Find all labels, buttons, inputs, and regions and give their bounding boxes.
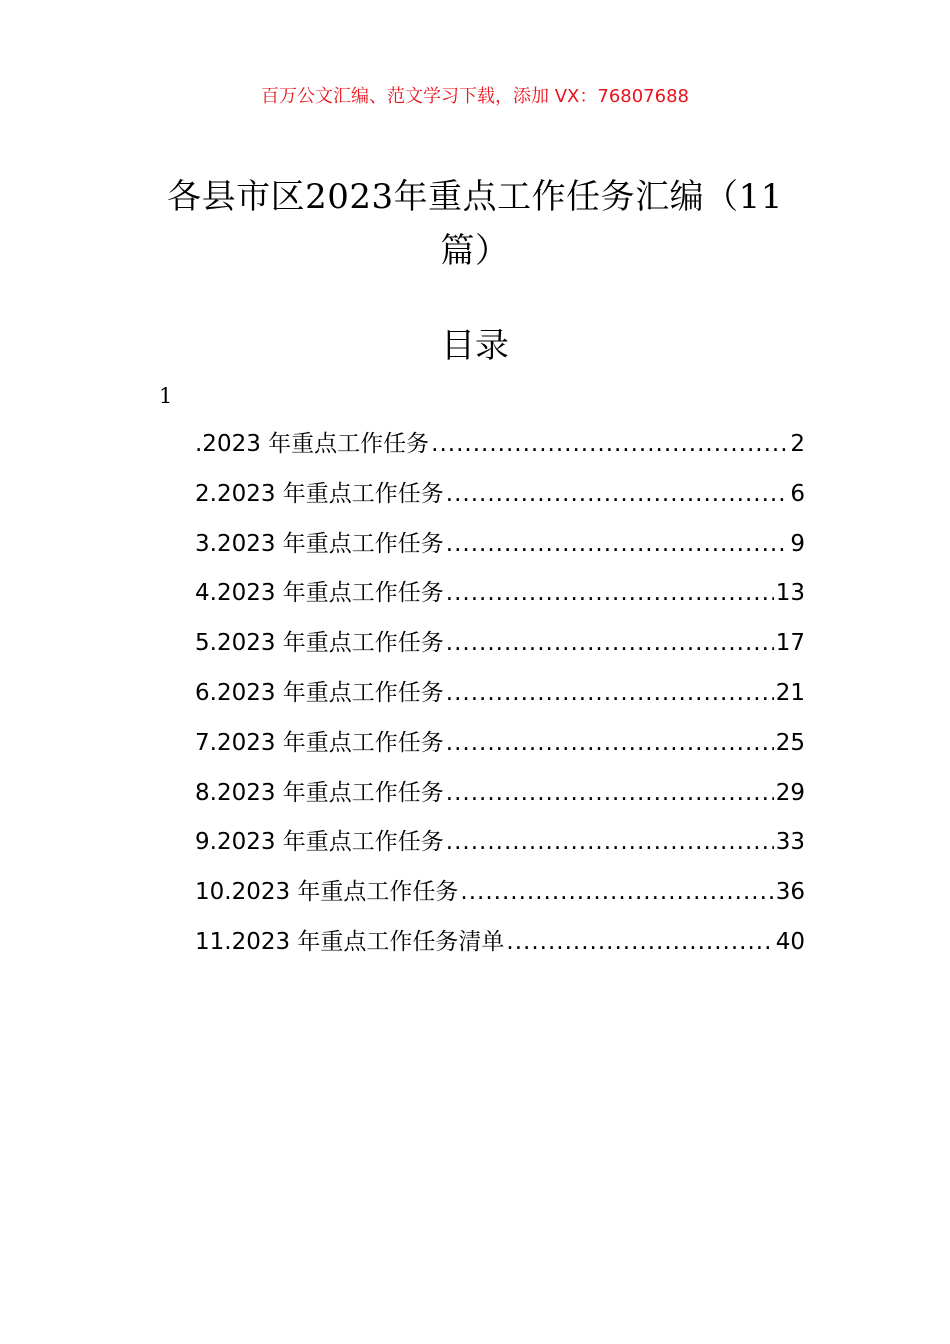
toc-entry-text: 2.2023 年重点工作任务 <box>195 480 444 507</box>
toc-dot-leader <box>446 626 774 660</box>
stray-page-number: 1 <box>159 384 173 408</box>
toc-entry-text: 5.2023 年重点工作任务 <box>195 630 444 657</box>
toc-entry[interactable] <box>195 925 805 975</box>
toc-entry[interactable] <box>195 527 805 577</box>
toc-entry-text: 4.2023 年重点工作任务 <box>195 580 444 607</box>
toc-entry[interactable] <box>195 776 805 826</box>
table-of-contents <box>195 427 805 975</box>
toc-entry-text: 3.2023 年重点工作任务 <box>195 530 444 557</box>
toc-heading: 目录 <box>441 326 509 366</box>
toc-entry-text: 6.2023 年重点工作任务 <box>195 679 444 706</box>
toc-entry-text: 8.2023 年重点工作任务 <box>195 779 444 806</box>
toc-page-number: 9 <box>790 530 805 557</box>
toc-entry[interactable] <box>195 676 805 726</box>
toc-dot-leader <box>446 825 774 859</box>
toc-dot-leader <box>446 726 774 760</box>
title-count: 11 <box>738 177 783 217</box>
toc-entry[interactable] <box>195 875 805 925</box>
toc-dot-leader <box>431 427 788 461</box>
document-title <box>150 170 800 278</box>
header-watermark-note: 百万公文汇编、范文学习下载，添加 VX：76807688 <box>261 86 689 107</box>
toc-dot-leader <box>446 776 774 810</box>
toc-entry[interactable] <box>195 427 805 477</box>
toc-page-number: 40 <box>775 928 805 955</box>
toc-entry[interactable] <box>195 825 805 875</box>
toc-entry-text: 11.2023 年重点工作任务清单 <box>195 928 505 955</box>
title-year: 2023 <box>305 177 394 217</box>
toc-page-number: 17 <box>775 630 805 657</box>
toc-dot-leader <box>460 875 773 909</box>
toc-entry-text: .2023 年重点工作任务 <box>195 431 430 457</box>
toc-dot-leader <box>446 576 774 610</box>
toc-page-number: 33 <box>775 829 805 856</box>
toc-dot-leader <box>446 676 774 710</box>
toc-dot-leader <box>446 527 789 561</box>
toc-page-number: 36 <box>775 879 805 906</box>
toc-entry-text: 10.2023 年重点工作任务 <box>195 879 459 906</box>
toc-entry[interactable] <box>195 576 805 626</box>
title-line2: 篇） <box>440 231 510 271</box>
toc-page-number: 13 <box>775 580 805 607</box>
toc-entry-text: 7.2023 年重点工作任务 <box>195 729 444 756</box>
toc-page-number: 2 <box>790 431 805 457</box>
toc-dot-leader <box>446 477 789 511</box>
toc-entry-text: 9.2023 年重点工作任务 <box>195 829 444 856</box>
toc-entry[interactable] <box>195 726 805 776</box>
toc-page-number: 21 <box>775 679 805 706</box>
title-part1: 各县市区 <box>167 177 306 217</box>
toc-entry[interactable] <box>195 477 805 527</box>
toc-page-number: 29 <box>775 779 805 806</box>
toc-dot-leader <box>506 925 773 959</box>
toc-page-number: 25 <box>775 729 805 756</box>
toc-entry[interactable] <box>195 626 805 676</box>
toc-page-number: 6 <box>790 480 805 507</box>
title-part2: 年重点工作任务汇编（ <box>393 177 739 217</box>
